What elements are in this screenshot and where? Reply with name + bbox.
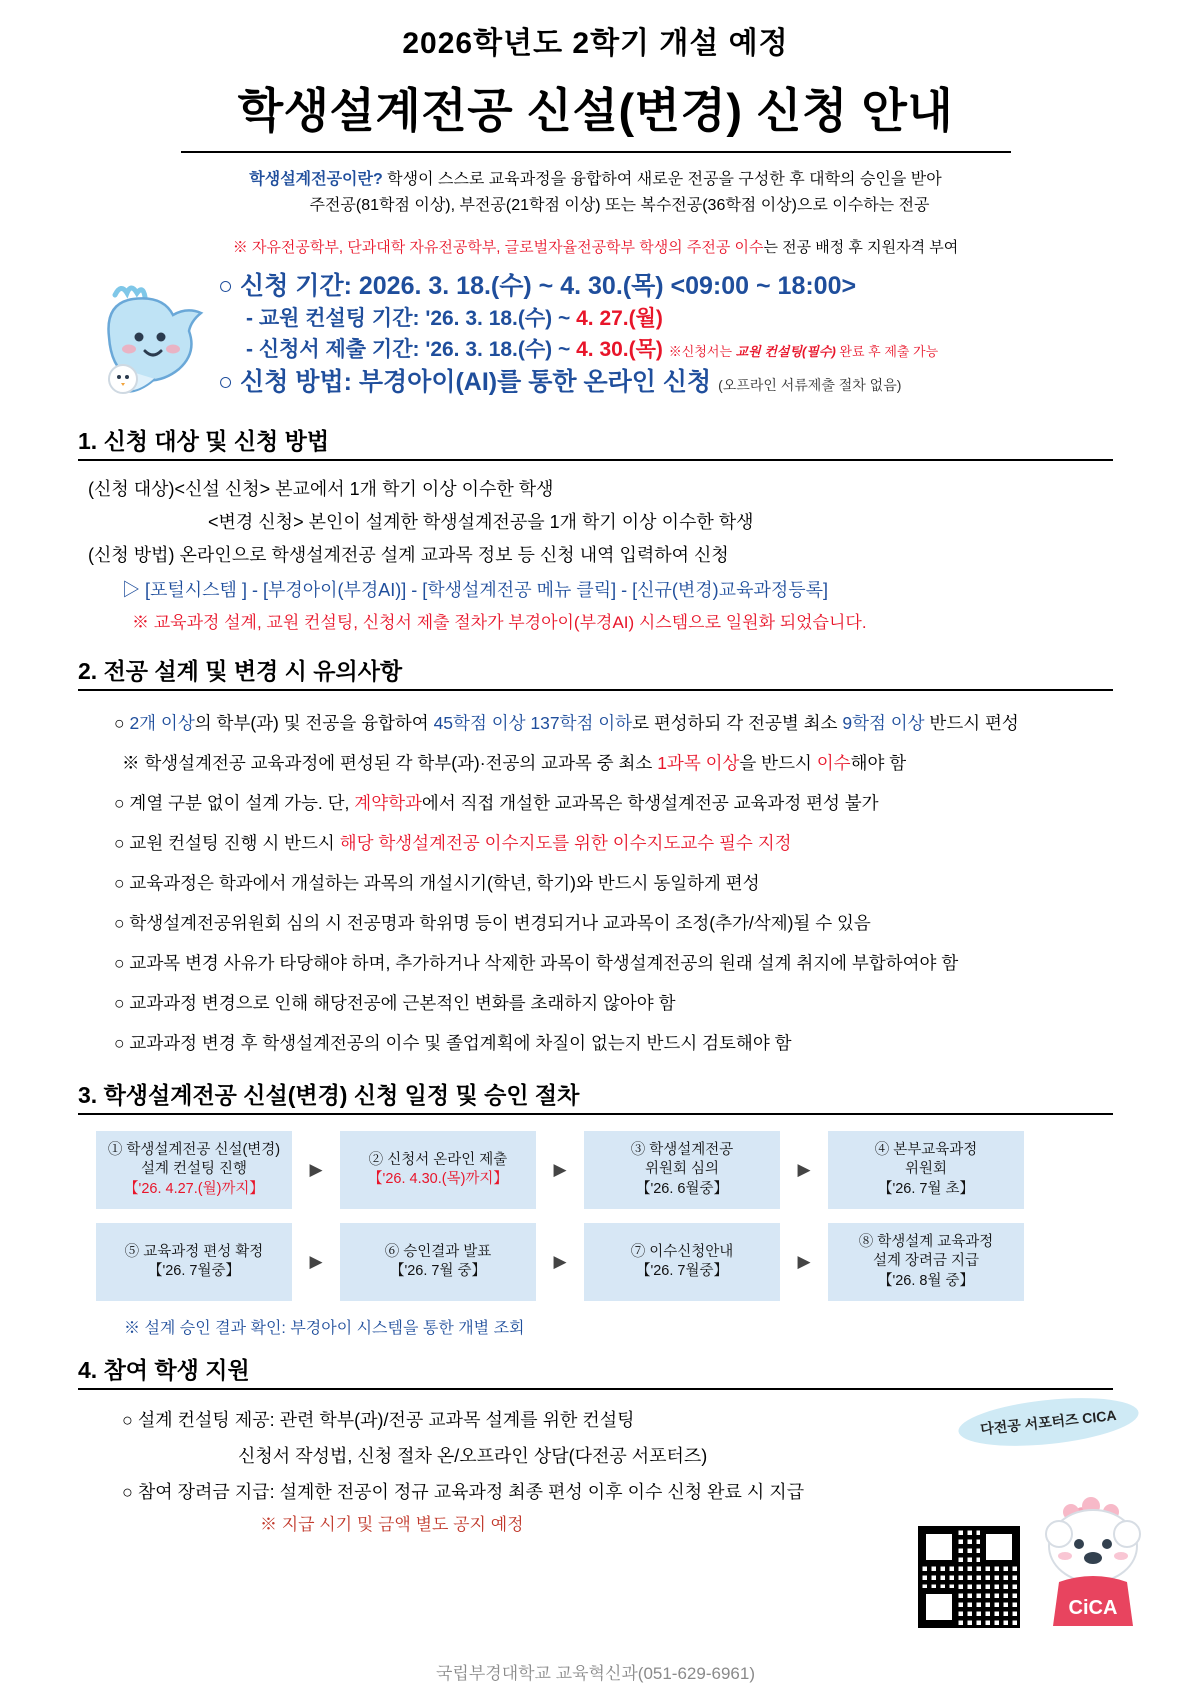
section-4-body bbox=[78, 1390, 1113, 1535]
notice-item-text: 에서 직접 개설한 교과목은 학생설계전공 교육과정 편성 불가 bbox=[421, 793, 879, 814]
process-step-label: 위원회 bbox=[904, 1161, 948, 1178]
cica-mascot-icon bbox=[1033, 1482, 1163, 1632]
page-kicker: 2026학년도 2학기 개설 예정 bbox=[402, 27, 789, 60]
whale-mascot-icon bbox=[95, 275, 215, 403]
support-line-2: 신청서 작성법, 신청 절차 온/오프라인 상담(다전공 서포터즈) bbox=[238, 1446, 708, 1467]
submission-note bbox=[669, 344, 938, 359]
section-1-body bbox=[78, 461, 1113, 639]
section-3-heading: 3. 학생설계전공 신설(변경) 신청 일정 및 승인 절차 bbox=[78, 1077, 1113, 1115]
process-step-label: ③ 학생설계전공 bbox=[630, 1141, 734, 1158]
notice-item-text: ○ 계열 구분 없이 설계 가능. 단, bbox=[114, 793, 355, 814]
notice-item-text: ○ 교과과정 변경으로 인해 해당전공에 근본적인 변화를 초래하지 않아야 함 bbox=[114, 993, 676, 1014]
process-step-label: ⑤ 교육과정 편성 확정 bbox=[124, 1243, 264, 1260]
section-2-heading: 2. 전공 설계 및 변경 시 유의사항 bbox=[78, 653, 1113, 691]
method-line: (신청 방법) 온라인으로 학생설계전공 설계 교과목 정보 등 신청 내역 입력하여 신청 bbox=[88, 545, 729, 566]
process-step-date: 【'26. 7월중】 bbox=[147, 1263, 241, 1280]
consulting-period-line bbox=[218, 304, 1191, 334]
page-title: 학생설계전공 신설(변경) 신청 안내 bbox=[237, 84, 954, 137]
submission-period-line bbox=[218, 335, 1191, 365]
section-4-heading: 4. 참여 학생 지원 bbox=[78, 1352, 1113, 1390]
process-step-label: 위원회 심의 bbox=[644, 1161, 720, 1178]
process-step-label: ⑧ 학생설계 교육과정 bbox=[858, 1233, 994, 1250]
support-line-4: ※ 지급 시기 및 금액 별도 공지 예정 bbox=[260, 1515, 524, 1535]
process-step-box bbox=[96, 1223, 292, 1301]
notice-item-text: 2개 이상 bbox=[129, 713, 195, 734]
notice-item-text: 을 반드시 bbox=[739, 753, 817, 774]
flow-arrow-icon: ▶ bbox=[553, 1252, 567, 1272]
application-period-line: ○ 신청 기간: 2026. 3. 18.(수) ~ 4. 30.(목) <09:00 ~ 18:00> bbox=[218, 271, 857, 300]
notice-item-text: 해당 학생설계전공 이수지도를 위한 이수지도교수 필수 지정 bbox=[339, 833, 792, 854]
svg-text:CiCA: CiCA bbox=[1068, 1597, 1118, 1619]
notice-item bbox=[88, 983, 1113, 1023]
notice-item bbox=[88, 943, 1113, 983]
process-step-date: 【'26. 4.27.(월)까지】 bbox=[124, 1180, 264, 1197]
process-step-date: 【'26. 4.30.(목)까지】 bbox=[368, 1171, 508, 1188]
section-3 bbox=[0, 1077, 1191, 1338]
eligibility-note-prefix: ※ 자유전공학부, 단과대학 자유전공학부, 글로벌자율전공학부 학생의 bbox=[232, 238, 683, 256]
process-step-date: 【'26. 6월중】 bbox=[635, 1180, 729, 1197]
notice-item-text: 이수 bbox=[816, 753, 851, 774]
notice-item-text: 계약학과 bbox=[354, 793, 422, 814]
application-method-note: (오프라인 서류제출 절차 없음) bbox=[718, 377, 902, 394]
process-flow-row-1 bbox=[96, 1131, 1113, 1209]
application-info-block bbox=[0, 269, 1191, 409]
eligibility-note-highlight: 주전공 이수 bbox=[686, 238, 764, 256]
eligibility-note-tail: 는 전공 배정 후 지원자격 부여 bbox=[763, 238, 959, 256]
notice-item-text: 로 편성하되 각 전공별 최소 bbox=[632, 713, 843, 734]
process-step-box bbox=[584, 1131, 780, 1209]
target-line-2: <변경 신청> 본인이 설계한 학생설계전공을 1개 학기 이상 이수한 학생 bbox=[208, 512, 754, 533]
process-step-date: 【'26. 7월중】 bbox=[635, 1263, 729, 1280]
process-step-label: ⑦ 이수신청안내 bbox=[630, 1243, 734, 1260]
notice-item bbox=[88, 703, 1113, 743]
process-step-label: ⑥ 승인결과 발표 bbox=[384, 1243, 492, 1260]
submission-period-prefix: - 신청서 제출 기간: '26. 3. 18.(수) ~ bbox=[246, 337, 577, 361]
process-step-label: ④ 본부교육과정 bbox=[874, 1141, 978, 1158]
flow-arrow-icon: ▶ bbox=[309, 1252, 323, 1272]
notice-item-text: ○ 학생설계전공위원회 심의 시 전공명과 학위명 등이 변경되거나 교과목이 조정(추가/삭제)될 수 있음 bbox=[114, 913, 871, 934]
flow-arrow-icon: ▶ bbox=[797, 1160, 811, 1180]
lead-paragraph bbox=[166, 167, 1026, 220]
process-step-date: 【'26. 8월 중】 bbox=[877, 1272, 975, 1289]
notice-item-text: 의 학부(과) 및 전공을 융합하여 bbox=[194, 713, 434, 734]
section-1-star-note: ※ 교육과정 설계, 교원 컨설팅, 신청서 제출 절차가 부경아이(부경AI) 시스템으로 일원화 되었습니다. bbox=[132, 612, 867, 632]
application-method-line bbox=[218, 365, 1191, 401]
flow-arrow-icon: ▶ bbox=[553, 1160, 567, 1180]
application-method-label: ○ 신청 방법: 부경아이(AI)를 통한 온라인 신청 bbox=[218, 368, 712, 397]
process-step-label: 설계 컨설팅 진행 bbox=[140, 1161, 248, 1178]
notice-item-text: ○ 교육과정은 학과에서 개설하는 과목의 개설시기(학년, 학기)와 반드시 동일하게 편성 bbox=[114, 873, 760, 894]
section-1-heading: 1. 신청 대상 및 신청 방법 bbox=[78, 423, 1113, 461]
process-step-label: ② 신청서 온라인 제출 bbox=[368, 1151, 508, 1168]
title-divider bbox=[181, 151, 1011, 153]
support-line-3: ○ 참여 장려금 지급: 설계한 전공이 정규 교육과정 최종 편성 이후 이수 신청 완료 시 지급 bbox=[122, 1482, 805, 1503]
notice-item-text: 1과목 이상 bbox=[657, 753, 740, 774]
target-line-1: (신청 대상)<신설 신청> 본교에서 1개 학기 이상 이수한 학생 bbox=[88, 478, 554, 499]
process-step-box bbox=[340, 1223, 536, 1301]
lead-line-1: 학생이 스스로 교육과정을 융합하여 새로운 전공을 구성한 후 대학의 승인을 받아 bbox=[387, 171, 942, 188]
process-step-box bbox=[584, 1223, 780, 1301]
consulting-period-deadline: 4. 27.(월) bbox=[576, 307, 663, 331]
notice-item-text: ○ bbox=[114, 713, 130, 734]
eligibility-note bbox=[0, 236, 1191, 257]
notice-item-text: ○ 교과과정 변경 후 학생설계전공의 이수 및 졸업계획에 차질이 없는지 반드시 검토해야 함 bbox=[114, 1033, 792, 1054]
process-flow bbox=[78, 1115, 1113, 1338]
process-step-date: 【'26. 7월 초】 bbox=[877, 1180, 975, 1197]
lead-line-2: 주전공(81학점 이상), 부전공(21학점 이상) 또는 복수전공(36학점 이상)으로 이수하는 전공 bbox=[309, 197, 930, 215]
consulting-period-prefix: - 교원 컨설팅 기간: '26. 3. 18.(수) ~ bbox=[246, 307, 577, 331]
process-step-date: 【'26. 7월 중】 bbox=[389, 1263, 487, 1280]
submission-period-deadline: 4. 30.(목) bbox=[576, 337, 663, 361]
support-line-1: ○ 설계 컨설팅 제공: 관련 학부(과)/전공 교과목 설계를 위한 컨설팅 bbox=[122, 1410, 635, 1431]
section-2-list bbox=[78, 691, 1113, 1063]
cica-speech-bubble: 다전공 서포터즈 CICA bbox=[957, 1391, 1141, 1454]
notice-item-text: ○ 교원 컨설팅 진행 시 반드시 bbox=[114, 833, 340, 854]
qr-finder-bottom-left bbox=[920, 1588, 958, 1626]
notice-item bbox=[88, 743, 1113, 783]
submission-note-a: ※신청서는 bbox=[668, 343, 736, 359]
footer-contact: 국립부경대학교 교육혁신과(051-629-6961) bbox=[436, 1664, 755, 1683]
notice-item bbox=[88, 863, 1113, 903]
notice-item-text: ○ 교과목 변경 사유가 타당해야 하며, 추가하거나 삭제한 과목이 학생설계전공의 원래 설계 취지에 부합하여야 함 bbox=[114, 953, 959, 974]
submission-note-emphasis: 교원 컨설팅(필수) bbox=[735, 343, 836, 359]
flow-arrow-icon: ▶ bbox=[309, 1160, 323, 1180]
process-flow-row-2 bbox=[96, 1223, 1113, 1301]
process-step-label: ① 학생설계전공 신설(변경) bbox=[107, 1141, 281, 1158]
process-step-label: 설계 장려금 지급 bbox=[872, 1253, 980, 1270]
process-step-box bbox=[828, 1131, 1024, 1209]
notice-item bbox=[88, 1023, 1113, 1063]
process-step-box bbox=[340, 1131, 536, 1209]
process-step-box bbox=[828, 1223, 1024, 1301]
poster-page bbox=[0, 18, 1191, 1702]
flow-arrow-icon: ▶ bbox=[797, 1252, 811, 1272]
qr-code[interactable] bbox=[914, 1522, 1016, 1624]
notice-item-text: 9학점 이상 bbox=[842, 713, 925, 734]
process-flow-note: ※ 설계 승인 결과 확인: 부경아이 시스템을 통한 개별 조회 bbox=[124, 1320, 525, 1338]
notice-item-text: 반드시 편성 bbox=[924, 713, 1019, 734]
notice-item bbox=[88, 783, 1113, 823]
notice-item-text: ※ 학생설계전공 교육과정에 편성된 각 학부(과)·전공의 교과목 중 최소 bbox=[122, 753, 658, 774]
notice-item bbox=[88, 823, 1113, 863]
lead-label: 학생설계전공이란? bbox=[249, 171, 383, 188]
section-2 bbox=[0, 653, 1191, 1063]
qr-code-image bbox=[914, 1522, 1024, 1632]
notice-item-text: 45학점 이상 137학점 이하 bbox=[433, 713, 633, 734]
section-1 bbox=[0, 423, 1191, 639]
notice-item-text: 해야 함 bbox=[850, 753, 907, 774]
process-step-box bbox=[96, 1131, 292, 1209]
notice-item bbox=[88, 903, 1113, 943]
submission-note-b: 완료 후 제출 가능 bbox=[835, 343, 939, 359]
portal-path-line: ▷ [포털시스템 ] - [부경아이(부경AI)] - [학생설계전공 메뉴 클릭] - [신규(변경)교육과정등록] bbox=[122, 579, 829, 600]
